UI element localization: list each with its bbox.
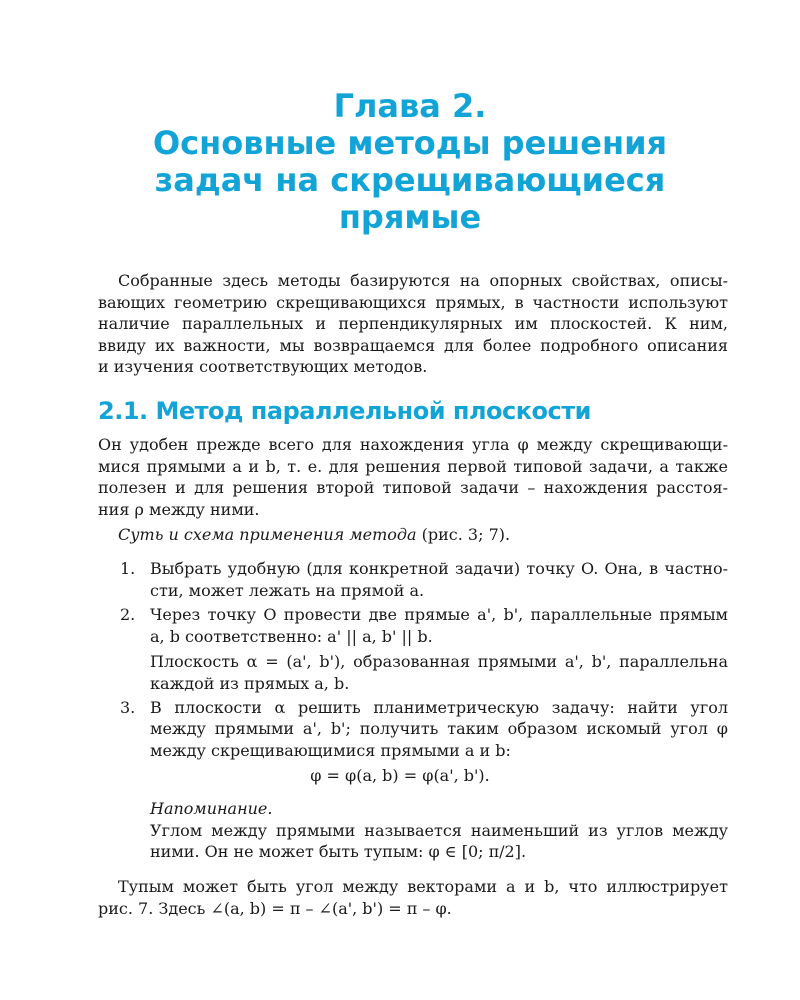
chapter-title <box>60 88 760 236</box>
text-line: мися прямыми a и b, т. е. для решения первой типовой задачи, а также <box>98 456 728 476</box>
list-number: 3. <box>120 697 136 717</box>
chapter-title-line: Основные методы решения <box>152 124 668 162</box>
steps-list <box>120 558 728 761</box>
closing-paragraph <box>98 876 728 919</box>
text-line: Тупым может быть угол между векторами a и b, что иллюстрирует <box>118 877 728 896</box>
text-line: Он удобен прежде всего для нахождения угла φ между скрещивающи- <box>98 435 728 454</box>
list-item <box>120 697 728 762</box>
text-line: Углом между прямыми называется наименьший из углов между <box>150 820 728 840</box>
text-line: сти, может лежать на прямой a. <box>150 580 425 600</box>
text-line: Через точку O провести две прямые a', b', параллельные прямым <box>150 605 728 625</box>
text-line: вающих геометрию скрещивающихся прямых, в частности используют <box>98 292 728 312</box>
text-line: a, b соответственно: a' || a, b' || b. <box>150 626 433 646</box>
reminder-block <box>120 798 728 863</box>
list-item <box>120 604 728 694</box>
list-number: 1. <box>120 559 136 578</box>
formula: φ = φ(a, b) = φ(a', b'). <box>310 766 490 785</box>
scheme-line <box>98 524 728 546</box>
chapter-title-line: Глава 2. <box>333 87 487 125</box>
scheme-ref: (рис. 3; 7). <box>416 525 511 544</box>
text-line: Выбрать удобную (для конкретной задачи) точку O. Она, в частно- <box>150 559 728 578</box>
list-item <box>120 558 728 601</box>
chapter-title-line: задач на скрещивающиеся <box>154 161 666 199</box>
text-line: ними. Он не может быть тупым: φ ∈ [0; π/2]. <box>150 842 527 862</box>
text-line: В плоскости α решить планиметрическую задачу: найти угол <box>150 697 728 717</box>
text-line: между скрещивающимися прямыми a и b: <box>150 740 511 760</box>
text-line: каждой из прямых a, b. <box>150 673 350 693</box>
text-line: наличие параллельных и перпендикулярных им плоскостей. К ним, <box>98 314 728 334</box>
scheme-italic: Суть и схема применения метода <box>118 525 417 544</box>
text-line: ввиду их важности, мы возвращаемся для более подробного описания <box>98 335 728 355</box>
method-paragraph <box>98 434 728 520</box>
text-line: полезен и для решения второй типовой задачи – нахождения расстоя- <box>98 478 728 498</box>
list-number: 2. <box>120 605 136 625</box>
intro-paragraph <box>98 270 728 378</box>
text-line: Собранные здесь методы базируются на опорных свойствах, описы- <box>118 271 728 290</box>
section-heading: 2.1. Метод параллельной плоскости <box>98 397 591 425</box>
reminder-title: Напоминание. <box>150 799 273 818</box>
text-line: Плоскость α = (a', b'), образованная прямыми a', b', параллельна <box>150 652 728 672</box>
chapter-title-line: прямые <box>338 198 482 236</box>
text-line: ния ρ между ними. <box>98 499 260 519</box>
text-line: и изучения соответствующих методов. <box>98 357 428 377</box>
text-line: рис. 7. Здесь ∠(a, b) = π – ∠(a', b') = π – φ. <box>98 898 452 918</box>
text-line: между прямыми a', b'; получить таким образом искомый угол φ <box>150 719 728 739</box>
